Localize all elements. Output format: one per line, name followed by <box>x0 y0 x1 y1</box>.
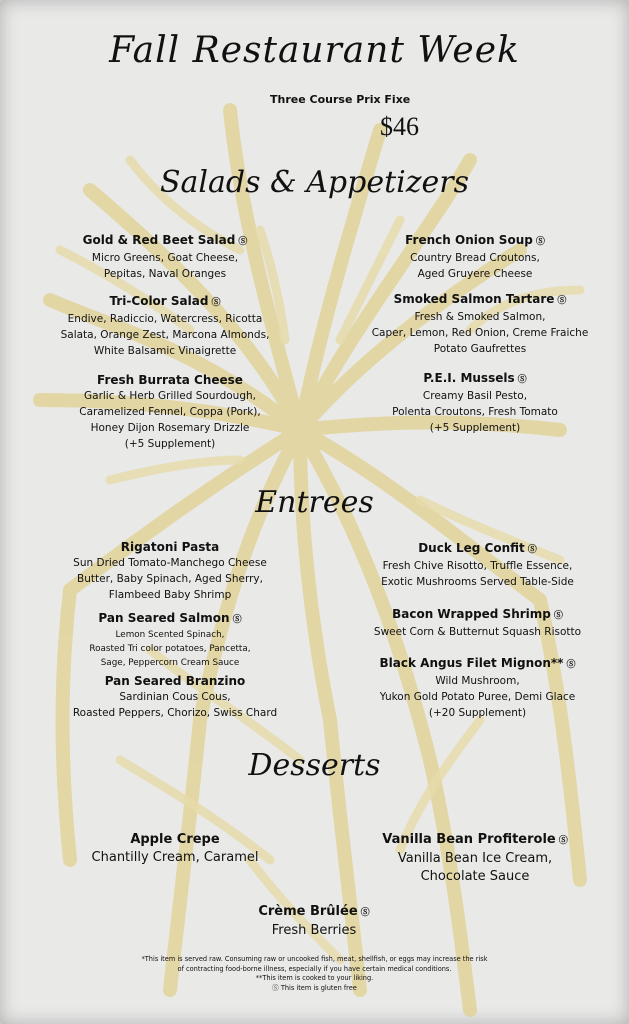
item-desc-line: Chocolate Sauce <box>420 869 530 884</box>
item-desc-line: Wild Mushroom, <box>435 675 520 687</box>
menu-item-duck-leg-confit <box>340 541 615 590</box>
footnote-gluten-free: Ⓢ This item is gluten free <box>272 983 357 992</box>
menu-item-pei-mussels <box>340 371 610 436</box>
item-desc-line: Caper, Lemon, Red Onion, Creme Fraiche <box>371 327 589 339</box>
item-desc-line: Country Bread Croutons, <box>410 252 540 264</box>
menu-item-vanilla-bean-profiterole <box>340 831 610 886</box>
item-desc-line: Polenta Croutons, Fresh Tomato <box>392 406 558 418</box>
item-name: Bacon Wrapped Shrimp <box>392 607 551 621</box>
menu-item-smoked-salmon-tartare <box>340 292 620 357</box>
item-name: Smoked Salmon Tartare <box>393 292 555 306</box>
gluten-free-icon: Ⓢ <box>360 908 370 918</box>
footnotes <box>60 955 569 993</box>
desserts-heading: Desserts <box>248 748 381 783</box>
salads-heading: Salads & Appetizers <box>159 165 470 200</box>
item-name: P.E.I. Mussels <box>423 371 515 385</box>
gluten-free-icon: Ⓢ <box>558 836 568 846</box>
item-name: Apple Crepe <box>130 832 220 847</box>
item-desc-line: Micro Greens, Goat Cheese, <box>91 252 239 264</box>
item-name: Tri-Color Salad <box>109 294 209 308</box>
item-desc-line: (+5 Supplement) <box>124 438 216 450</box>
menu-item-french-onion-soup <box>340 233 610 282</box>
gluten-free-icon: Ⓢ <box>211 298 221 308</box>
menu-title: Fall Restaurant Week <box>109 30 520 71</box>
menu-item-tri-color-salad <box>40 294 290 359</box>
prix-fixe-subtitle: Three Course Prix Fixe <box>270 93 411 106</box>
item-desc-line: Lemon Scented Spinach, <box>115 630 225 640</box>
item-name: Pan Seared Salmon <box>98 611 230 625</box>
item-name: Rigatoni Pasta <box>120 540 220 554</box>
item-desc-line: (+20 Supplement) <box>428 707 527 719</box>
gluten-free-icon: Ⓢ <box>535 237 545 247</box>
item-name: Black Angus Filet Mignon** <box>379 656 564 670</box>
item-desc-line: Yukon Gold Potato Puree, Demi Glace <box>379 691 576 703</box>
menu-item-fresh-burrata-cheese <box>40 373 300 452</box>
item-desc-line: Roasted Peppers, Chorizo, Swiss Chard <box>72 707 278 719</box>
item-desc-line: Fresh & Smoked Salmon, <box>414 311 546 323</box>
menu-item-apple-crepe <box>60 831 290 867</box>
item-desc-line: Fresh Berries <box>271 923 357 938</box>
item-desc-line: Potato Gaufrettes <box>433 343 527 355</box>
item-desc-line: Sun Dried Tomato-Manchego Cheese <box>73 557 267 569</box>
item-desc-line: (+5 Supplement) <box>429 422 521 434</box>
menu-item-rigatoni-pasta <box>40 540 300 603</box>
menu-price: $46 <box>380 112 419 141</box>
item-desc-line: Vanilla Bean Ice Cream, <box>397 851 553 866</box>
menu-item-creme-brulee <box>214 903 414 940</box>
item-desc-line: Roasted Tri color potatoes, Pancetta, <box>89 644 251 654</box>
entrees-heading: Entrees <box>255 485 374 520</box>
menu-item-bacon-wrapped-shrimp <box>340 607 615 640</box>
gluten-free-icon: Ⓢ <box>557 296 567 306</box>
item-name: Duck Leg Confit <box>418 541 525 555</box>
item-name: French Onion Soup <box>405 233 533 247</box>
item-desc-line: Garlic & Herb Grilled Sourdough, <box>84 390 256 402</box>
footnote-raw: *This item is served raw. Consuming raw or uncooked fish, meat, shellfish, or eggs may increase the risk <box>141 955 488 963</box>
item-desc-line: Sardinian Cous Cous, <box>119 691 231 703</box>
item-desc-line: Pepitas, Naval Oranges <box>103 268 227 280</box>
item-desc-line: Flambeed Baby Shrimp <box>108 589 232 601</box>
item-desc-line: Sage, Peppercorn Cream Sauce <box>100 658 240 668</box>
item-name: Fresh Burrata Cheese <box>97 373 243 387</box>
item-desc-line: Aged Gruyere Cheese <box>417 268 533 280</box>
menu-item-black-angus-filet-mignon <box>340 656 615 721</box>
gluten-free-icon: Ⓢ <box>232 615 242 625</box>
gluten-free-icon: Ⓢ <box>527 545 537 555</box>
item-desc-line: Salata, Orange Zest, Marcona Almonds, <box>60 329 270 341</box>
item-desc-line: Fresh Chive Risotto, Truffle Essence, <box>382 560 573 572</box>
item-name: Gold & Red Beet Salad <box>82 233 236 247</box>
gluten-free-icon: Ⓢ <box>238 237 248 247</box>
gluten-free-icon: Ⓢ <box>553 611 563 621</box>
item-desc-line: Chantilly Cream, Caramel <box>91 850 259 865</box>
item-desc-line: White Balsamic Vinaigrette <box>93 345 237 357</box>
item-desc-line: Caramelized Fennel, Coppa (Pork), <box>79 406 261 418</box>
footnote-cooked: **This item is cooked to your liking. <box>255 974 374 982</box>
item-desc-line: Butter, Baby Spinach, Aged Sherry, <box>77 573 263 585</box>
item-name: Vanilla Bean Profiterole <box>382 832 556 847</box>
item-name: Pan Seared Branzino <box>104 674 246 688</box>
item-name: Crème Brûlée <box>258 904 358 919</box>
menu-item-gold-red-beet-salad <box>40 233 290 282</box>
menu-item-pan-seared-salmon <box>40 611 300 670</box>
item-desc-line: Honey Dijon Rosemary Drizzle <box>90 422 250 434</box>
item-desc-line: Endive, Radiccio, Watercress, Ricotta <box>67 313 263 325</box>
item-desc-line: Creamy Basil Pesto, <box>422 390 528 402</box>
menu-item-pan-seared-branzino <box>40 674 310 721</box>
item-desc-line: Exotic Mushrooms Served Table-Side <box>381 576 574 588</box>
item-desc-line: Sweet Corn & Butternut Squash Risotto <box>373 626 582 638</box>
footnote-raw-cont: of contracting food-borne illness, especially if you have certain medical conditions. <box>177 964 452 973</box>
gluten-free-icon: Ⓢ <box>566 660 576 670</box>
gluten-free-icon: Ⓢ <box>517 375 527 385</box>
